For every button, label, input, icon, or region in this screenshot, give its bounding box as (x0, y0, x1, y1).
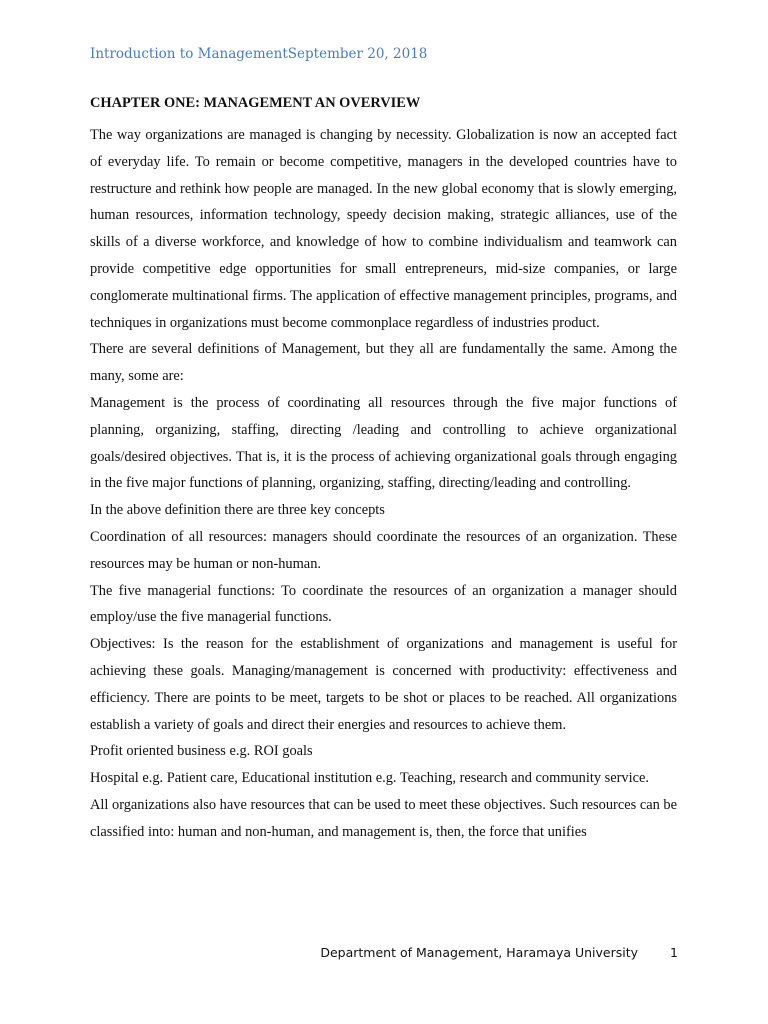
body-paragraph: Management is the process of coordinating all resources through the five major functions of planning, organizing, staffing, directing /leading and controlling to achieve organizational goals/desired objectives. That is, it is the process of achieving organizational goals through engaging in the five major functions of planning, organizing, staffing, directing/leading and controlling. (90, 394, 677, 492)
body-paragraph: The five managerial functions: To coordinate the resources of an organization a manager should employ/use the five managerial functions. (90, 582, 677, 626)
page-footer (320, 945, 678, 960)
body-paragraph: Objectives: Is the reason for the establishment of organizations and management is useful for achieving these goals. Managing/management is concerned with productivity: effectiveness and efficiency. There are points to be meet, targets to be shot or places to be reached. All organizations establish a variety of goals and direct their energies and resources to achieve them. (90, 636, 677, 733)
body-paragraph: The way organizations are managed is changing by necessity. Globalization is now an accepted fact of everyday life. To remain or become competitive, managers in the developed countries have to restructure and rethink how people are managed. In the new global economy that is slowly emerging, human resources, information technology, speedy decision making, strategic alliances, use of the skills of a diverse workforce, and knowledge of how to combine individualism and teamwork can provide competitive edge opportunities for small entrepreneurs, mid-size companies, or large conglomerate multinational firms. The application of effective management principles, programs, and techniques in organizations must become commonplace regardless of industries product. (90, 127, 677, 331)
body-paragraph: There are several definitions of Management, but they all are fundamentally the same. Among the many, some are: (90, 341, 677, 385)
footer-department: Department of Management, Haramaya University (320, 945, 639, 960)
document-body (90, 92, 677, 846)
body-paragraph: All organizations also have resources that can be used to meet these objectives. Such resources can be classified into: human and non-human, and management is, then, the force that unifies (90, 796, 677, 840)
body-paragraph: Coordination of all resources: managers should coordinate the resources of an organization. These resources may be human or non-human. (90, 528, 677, 572)
body-paragraph: Hospital e.g. Patient care, Educational institution e.g. Teaching, research and community service. (90, 770, 649, 787)
page-number: 1 (670, 945, 678, 960)
page-header: Introduction to ManagementSeptember 20, 2018 (90, 46, 428, 62)
body-paragraph: In the above definition there are three key concepts (90, 502, 385, 519)
body-paragraph: Profit oriented business e.g. ROI goals (90, 743, 313, 760)
chapter-title: CHAPTER ONE: MANAGEMENT AN OVERVIEW (90, 95, 421, 111)
